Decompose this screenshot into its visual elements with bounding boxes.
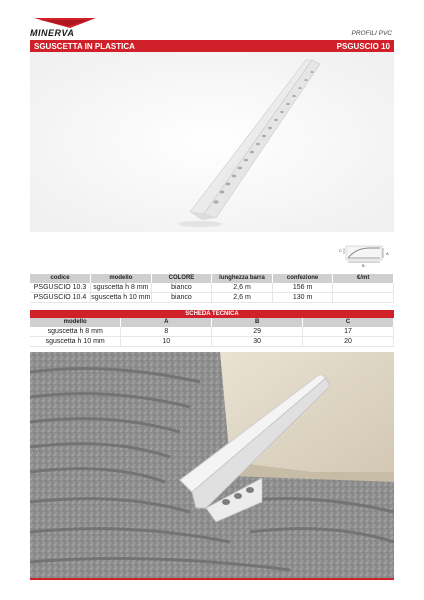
cell-b: 30 [212,337,303,347]
table-row [30,293,394,303]
profile-section-diagram [336,240,392,270]
product-code: PSGUSCIO 10 [336,41,390,51]
cell-c: 17 [303,327,394,337]
cell-a: 8 [121,327,212,337]
col-modello: modello [91,274,152,283]
brand-name: MINERVA [30,28,75,38]
diagram-label-c: C [339,248,342,253]
scheda-tecnica-title: SCHEDA TECNICA [30,310,394,318]
col-price: €/mt [333,274,394,283]
cell-modello: sguscetta h 8 mm [91,283,152,293]
table-header-row [30,274,394,283]
col-b: B [212,318,303,327]
col-c: C [303,318,394,327]
col-colore: COLORE [151,274,212,283]
col-codice: codice [30,274,91,283]
cell-price [333,293,394,303]
bottom-divider [30,578,394,580]
installation-photo [30,352,394,578]
category-label: PROFILI PVC [351,30,392,37]
cell-modello: sguscetta h 10 mm [30,337,121,347]
cell-c: 20 [303,337,394,347]
table-row [30,327,394,337]
cell-b: 29 [212,327,303,337]
col-confezione: confezione [272,274,333,283]
table-row [30,337,394,347]
cell-lunghezza: 2,6 m [212,293,273,303]
product-title: SGUSCETTA IN PLASTICA [34,41,135,51]
table-row [30,283,394,293]
title-bar [30,40,394,52]
cell-price [333,283,394,293]
cell-codice: PSGUSCIO 10.3 [30,283,91,293]
cell-a: 10 [121,337,212,347]
cell-colore: bianco [151,293,212,303]
col-lunghezza: lunghezza barra [212,274,273,283]
cell-lunghezza: 2,6 m [212,283,273,293]
scheda-tecnica-table [30,318,394,347]
product-image [30,52,394,232]
table-header-row [30,318,394,327]
col-modello: modello [30,318,121,327]
diagram-label-b: B [362,263,365,268]
product-table [30,274,394,303]
cell-confezione: 156 m [272,283,333,293]
col-a: A [121,318,212,327]
cell-colore: bianco [151,283,212,293]
diagram-label-a: A [386,251,389,256]
cell-modello: sguscetta h 10 mm [91,294,151,301]
cell-modello: sguscetta h 8 mm [30,327,121,337]
cell-codice: PSGUSCIO 10.4 [30,293,91,303]
cell-confezione: 130 m [272,293,333,303]
